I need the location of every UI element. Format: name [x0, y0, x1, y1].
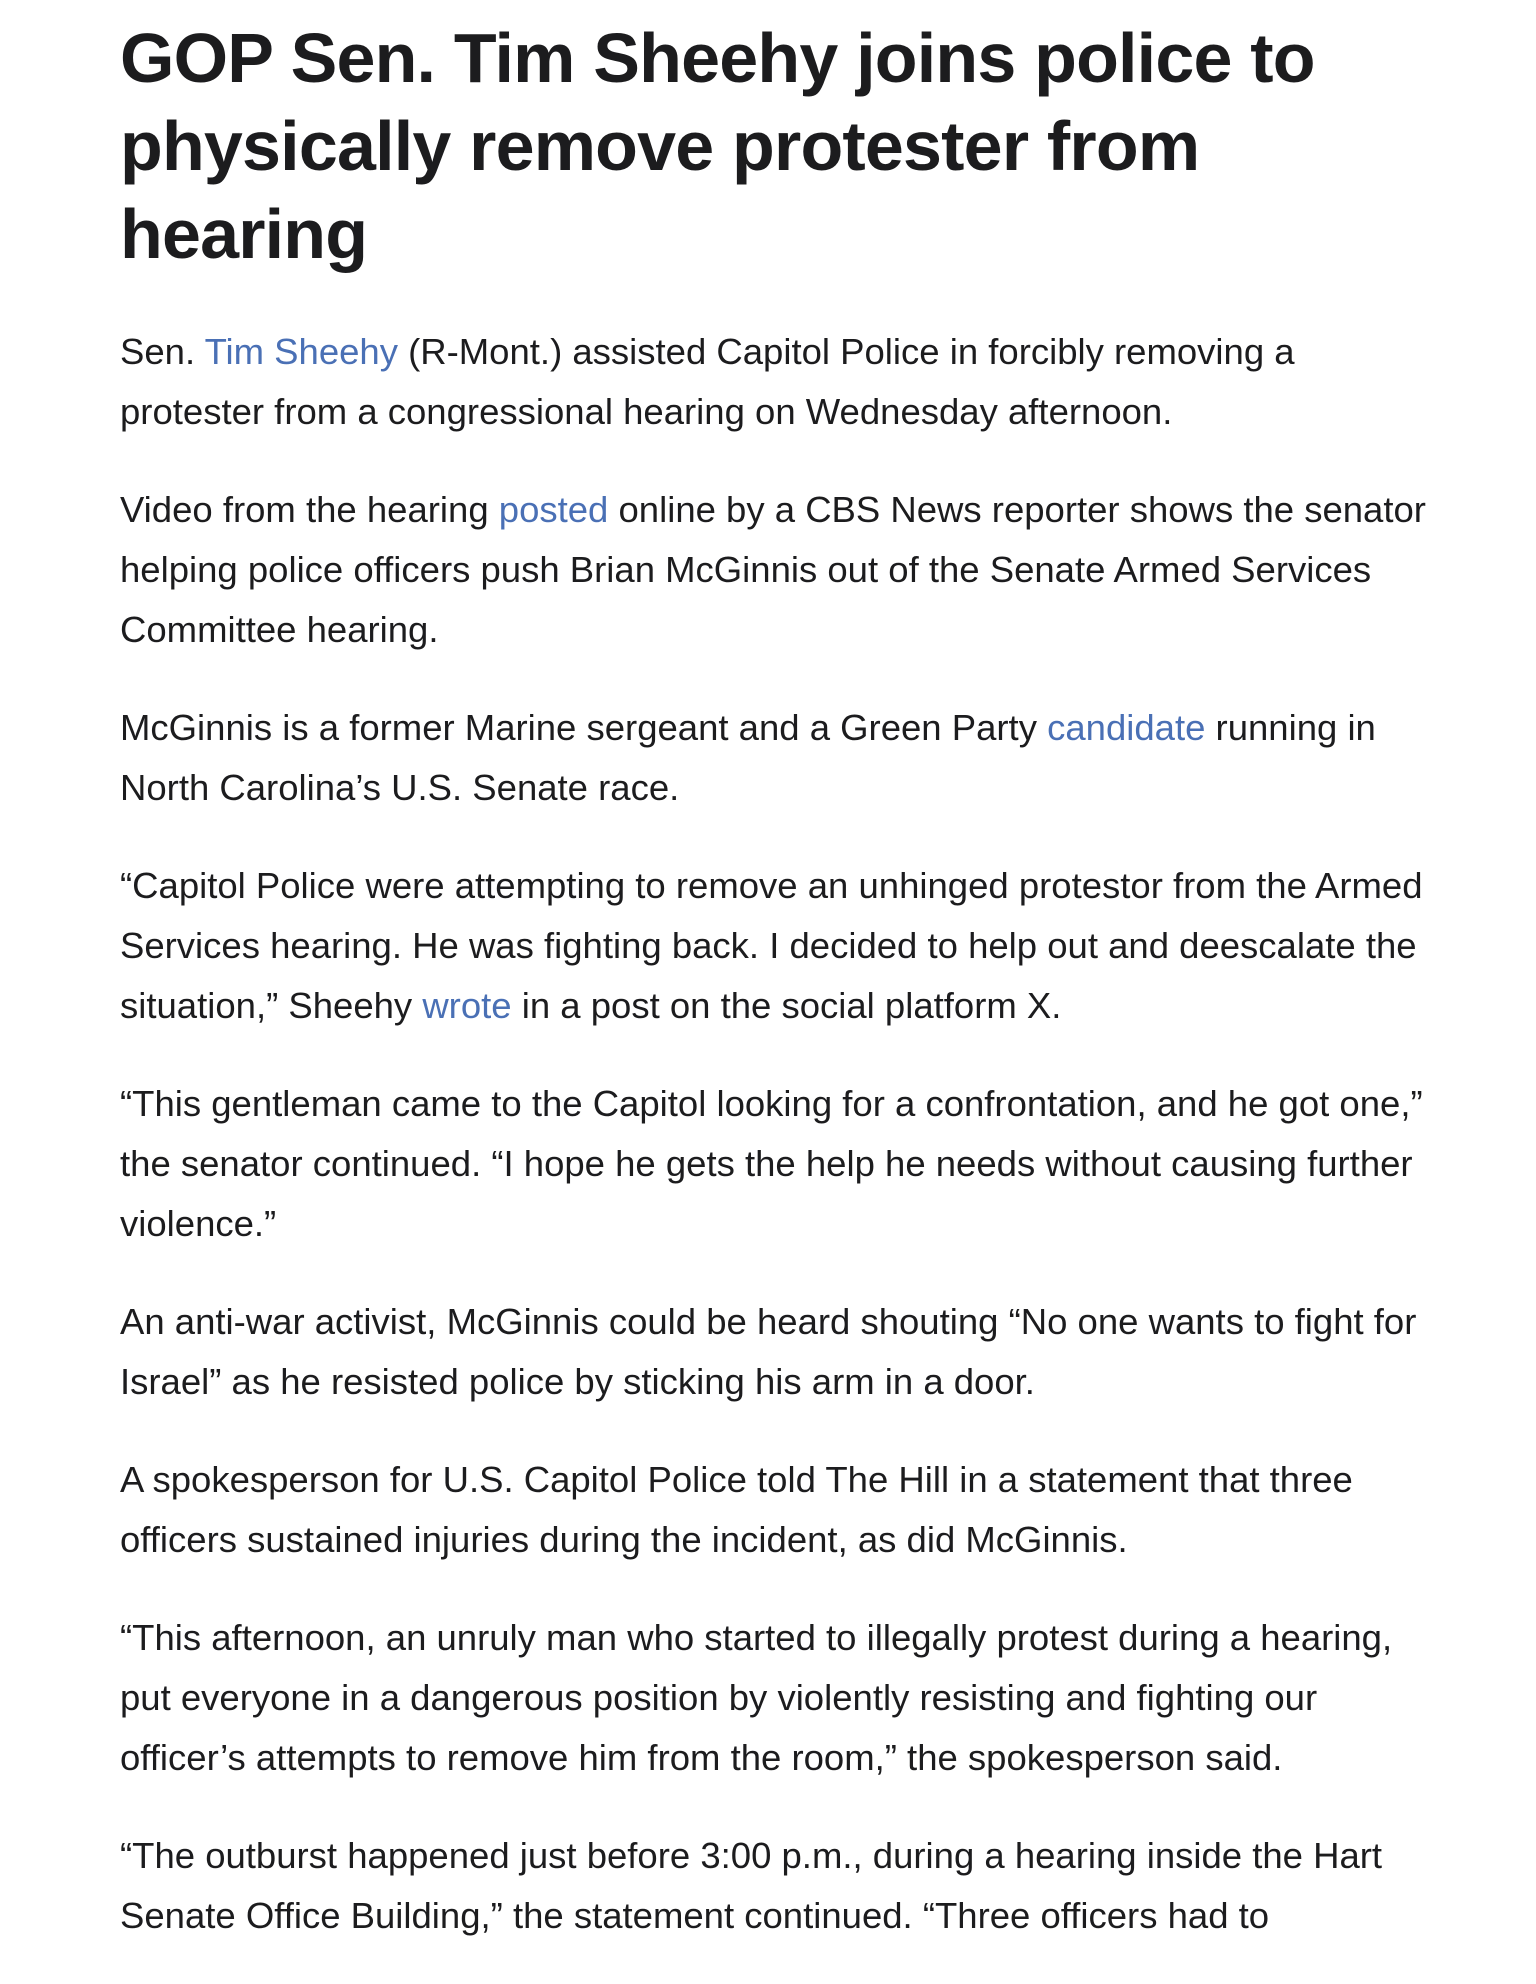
article-paragraph [120, 1292, 1430, 1412]
paragraph-text: A spokesperson for U.S. Capitol Police told The Hill in a statement that three officers sustained injuries during the incident, as did McGinnis. [120, 1459, 1353, 1560]
paragraph-text: Sen. [120, 331, 205, 372]
paragraph-text: An anti-war activist, McGinnis could be heard shouting “No one wants to fight for Israel” as he resisted police by sticking his arm in a door. [120, 1301, 1417, 1402]
article-paragraph [120, 1074, 1430, 1254]
paragraph-text: “Capitol Police were attempting to remove an unhinged protestor from the Armed Services hearing. He was fighting back. I decided to help out and deescalate the situation,” Sheehy [120, 865, 1423, 1026]
article-paragraph [120, 322, 1430, 442]
article-paragraph [120, 1608, 1430, 1788]
paragraph-text: online by a CBS News reporter shows the senator helping police officers push Brian McGinnis out of the Senate Armed Services Committee hearing. [120, 489, 1426, 650]
paragraph-text: (R-Mont.) assisted Capitol Police in forcibly removing a protester from a congressional hearing on Wednesday afternoon. [120, 331, 1295, 432]
article-body [120, 322, 1430, 1946]
paragraph-text: “This gentleman came to the Capitol looking for a confrontation, and he got one,” the senator continued. “I hope he gets the help he needs without causing further violence.” [120, 1083, 1423, 1244]
article-headline: GOP Sen. Tim Sheehy joins police to physically remove protester from hearing [120, 19, 1315, 273]
inline-link[interactable]: candidate [1047, 707, 1206, 748]
inline-link[interactable]: Tim Sheehy [204, 331, 398, 372]
inline-link[interactable]: posted [498, 489, 609, 530]
article-paragraph [120, 1450, 1430, 1570]
article-paragraph [120, 1826, 1430, 1946]
article-paragraph [120, 480, 1430, 660]
paragraph-text: “This afternoon, an unruly man who started to illegally protest during a hearing, put everyone in a dangerous position by violently resisting and fighting our officer’s attempts to remove him from the room,” the spokesperson said. [120, 1617, 1393, 1778]
article-paragraph [120, 698, 1430, 818]
paragraph-text: “The outburst happened just before 3:00 p.m., during a hearing inside the Hart Senate Office Building,” the statement continued. “Three officers had to [120, 1835, 1383, 1936]
paragraph-text: McGinnis is a former Marine sergeant and a Green Party [120, 707, 1048, 748]
paragraph-text: in a post on the social platform X. [511, 985, 1062, 1026]
article [120, 14, 1430, 1984]
paragraph-text: running in North Carolina’s U.S. Senate race. [120, 707, 1376, 808]
inline-link[interactable]: wrote [422, 985, 512, 1026]
article-paragraph [120, 856, 1430, 1036]
paragraph-text: Video from the hearing [120, 489, 499, 530]
